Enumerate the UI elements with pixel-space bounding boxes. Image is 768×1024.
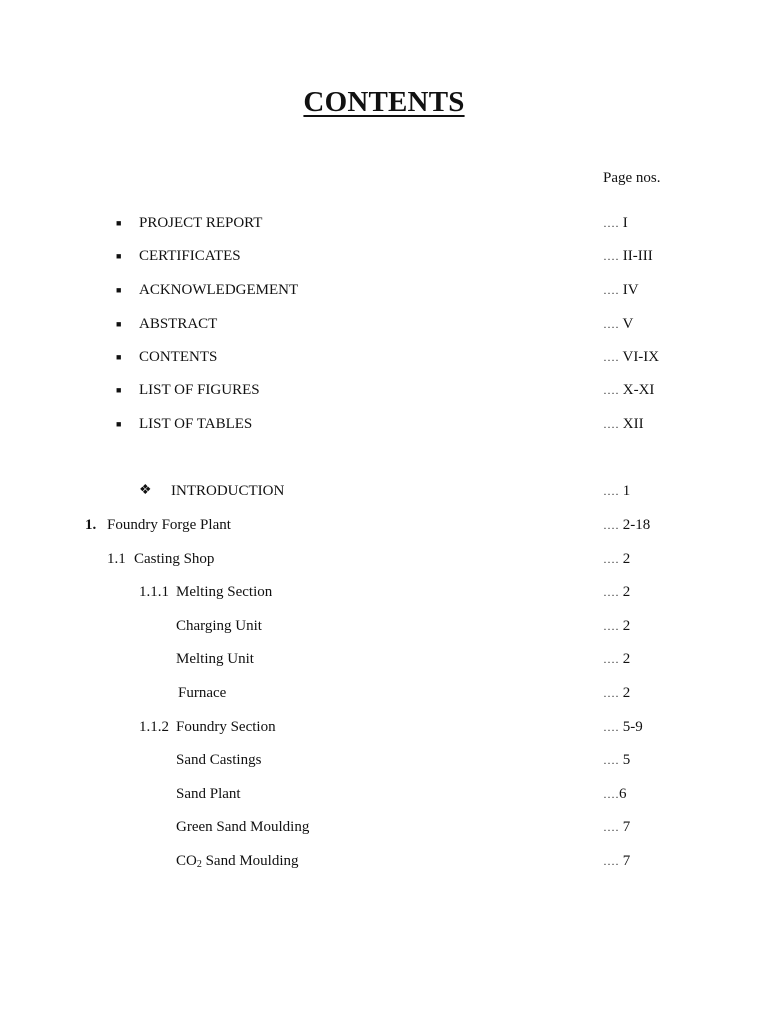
square-bullet-icon: ■ (116, 218, 122, 228)
toc-entry-sand-plant[interactable] (0, 784, 768, 804)
toc-entry-label: LIST OF FIGURES (139, 382, 260, 398)
toc-entry-label: ACKNOWLEDGEMENT (139, 282, 299, 298)
toc-entry-page: …. 1 (603, 483, 631, 499)
toc-entry-co2-sand-moulding[interactable] (0, 851, 768, 871)
toc-entry-melting-unit[interactable] (0, 649, 768, 669)
toc-entry-page: …. V (603, 316, 634, 332)
toc-entry-label: Furnace (178, 685, 227, 701)
square-bullet-icon: ■ (116, 251, 122, 261)
section-number: 1.1 (107, 551, 126, 567)
toc-entry-label: Foundry Forge Plant (107, 517, 231, 533)
toc-entry-chapter-1[interactable] (0, 515, 768, 535)
toc-entry-page: …. IV (603, 282, 639, 298)
toc-entry-sand-castings[interactable] (0, 750, 768, 770)
toc-entry-label: Sand Castings (176, 752, 262, 768)
toc-entry-page: …. XII (603, 416, 644, 432)
square-bullet-icon: ■ (116, 352, 122, 362)
toc-entry-section-1-1-1[interactable] (0, 582, 768, 602)
toc-entry-section-1-1[interactable] (0, 549, 768, 569)
toc-entry-label: Green Sand Moulding (176, 819, 310, 835)
toc-entry-section-1-1-2[interactable] (0, 717, 768, 737)
toc-entry-list-of-tables[interactable] (0, 414, 768, 434)
toc-entry-page: …. 2 (603, 685, 631, 701)
square-bullet-icon: ■ (116, 285, 122, 295)
toc-entry-page: …. 2 (603, 618, 631, 634)
toc-entry-label: Charging Unit (176, 618, 262, 634)
toc-entry-page: …. 5 (603, 752, 631, 768)
toc-entry-acknowledgement[interactable] (0, 280, 768, 300)
page-nos-heading: Page nos. (603, 170, 661, 186)
toc-entry-certificates[interactable] (0, 246, 768, 266)
toc-entry-label: Casting Shop (134, 551, 215, 567)
toc-entry-abstract[interactable] (0, 314, 768, 334)
toc-entry-green-sand-moulding[interactable] (0, 817, 768, 837)
square-bullet-icon: ■ (116, 385, 122, 395)
toc-entry-label: PROJECT REPORT (139, 215, 263, 231)
toc-entry-page: ….6 (603, 786, 627, 802)
toc-entry-contents[interactable] (0, 347, 768, 367)
toc-entry-page: …. I (603, 215, 628, 231)
toc-entry-project-report[interactable] (0, 213, 768, 233)
toc-entry-page: …. X-XI (603, 382, 655, 398)
square-bullet-icon: ■ (116, 419, 122, 429)
toc-entry-page: …. 2-18 (603, 517, 651, 533)
page-title: CONTENTS (303, 86, 465, 118)
diamond-bullet-icon: ❖ (139, 483, 152, 498)
toc-entry-list-of-figures[interactable] (0, 380, 768, 400)
toc-entry-page: …. 2 (603, 584, 631, 600)
toc-entry-label: CONTENTS (139, 349, 218, 365)
chapter-number: 1. (85, 517, 97, 533)
toc-entry-label: Melting Unit (176, 651, 254, 667)
section-number: 1.1.2 (139, 719, 169, 735)
toc-entry-label: CERTIFICATES (139, 248, 241, 264)
toc-entry-page: …. VI-IX (603, 349, 660, 365)
toc-entry-label: Foundry Section (176, 719, 276, 735)
toc-entry-charging-unit[interactable] (0, 616, 768, 636)
toc-entry-label: LIST OF TABLES (139, 416, 253, 432)
toc-entry-furnace[interactable] (0, 683, 768, 703)
toc-entry-label: INTRODUCTION (171, 483, 285, 499)
toc-entry-label: Melting Section (176, 584, 273, 600)
toc-entry-page: …. 7 (603, 853, 631, 869)
toc-entry-label: $CO_2$ Sand Moulding (176, 853, 299, 870)
toc-entry-page: …. 7 (603, 819, 631, 835)
toc-entry-introduction[interactable] (0, 481, 768, 501)
toc-entry-page: …. II-III (603, 248, 653, 264)
toc-entry-label: ABSTRACT (139, 316, 218, 332)
toc-entry-page: …. 2 (603, 551, 631, 567)
square-bullet-icon: ■ (116, 319, 122, 329)
toc-entry-label: Sand Plant (176, 786, 241, 802)
toc-entry-page: …. 5-9 (603, 719, 643, 735)
toc-entry-page: …. 2 (603, 651, 631, 667)
section-number: 1.1.1 (139, 584, 169, 600)
